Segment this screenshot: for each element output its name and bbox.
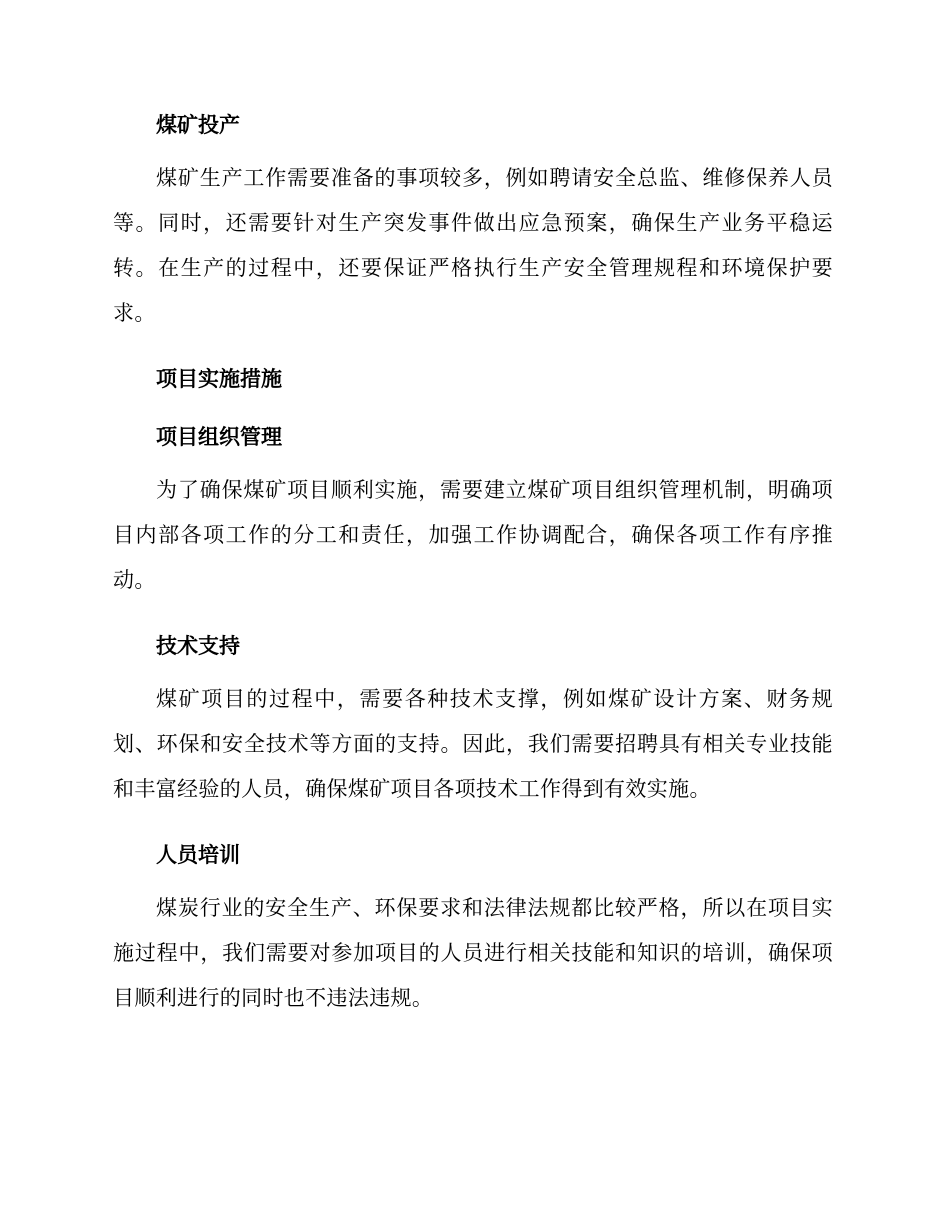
section-heading-personnel-training: 人员培训: [156, 843, 240, 867]
document-body: [113, 110, 833, 1021]
section-heading-project-organization: 项目组织管理: [156, 425, 282, 449]
section-heading-technical-support: 技术支持: [156, 634, 240, 658]
section-heading-implementation-measures: 项目实施措施: [156, 367, 282, 391]
section-heading-coal-mine-production: 煤矿投产: [156, 113, 240, 137]
section-paragraph-personnel-training: 煤炭行业的安全生产、环保要求和法律法规都比较严格，所以在项目实施过程中，我们需要对参加项目的人员进行相关技能和知识的培训，确保项目顺利进行的同时也不违法违规。: [113, 896, 833, 1010]
section-paragraph-technical-support: 煤矿项目的过程中，需要各种技术支撑，例如煤矿设计方案、财务规划、环保和安全技术等方面的支持。因此，我们需要招聘具有相关专业技能和丰富经验的人员，确保煤矿项目各项技术工作得到有效实施。: [113, 687, 833, 801]
section-paragraph-coal-mine-production: 煤矿生产工作需要准备的事项较多，例如聘请安全总监、维修保养人员等。同时，还需要针对生产突发事件做出应急预案，确保生产业务平稳运转。在生产的过程中，还要保证严格执行生产安全管理规程和环境保护要求。: [113, 166, 833, 325]
section-paragraph-project-organization: 为了确保煤矿项目顺利实施，需要建立煤矿项目组织管理机制，明确项目内部各项工作的分工和责任，加强工作协调配合，确保各项工作有序推动。: [113, 478, 833, 592]
